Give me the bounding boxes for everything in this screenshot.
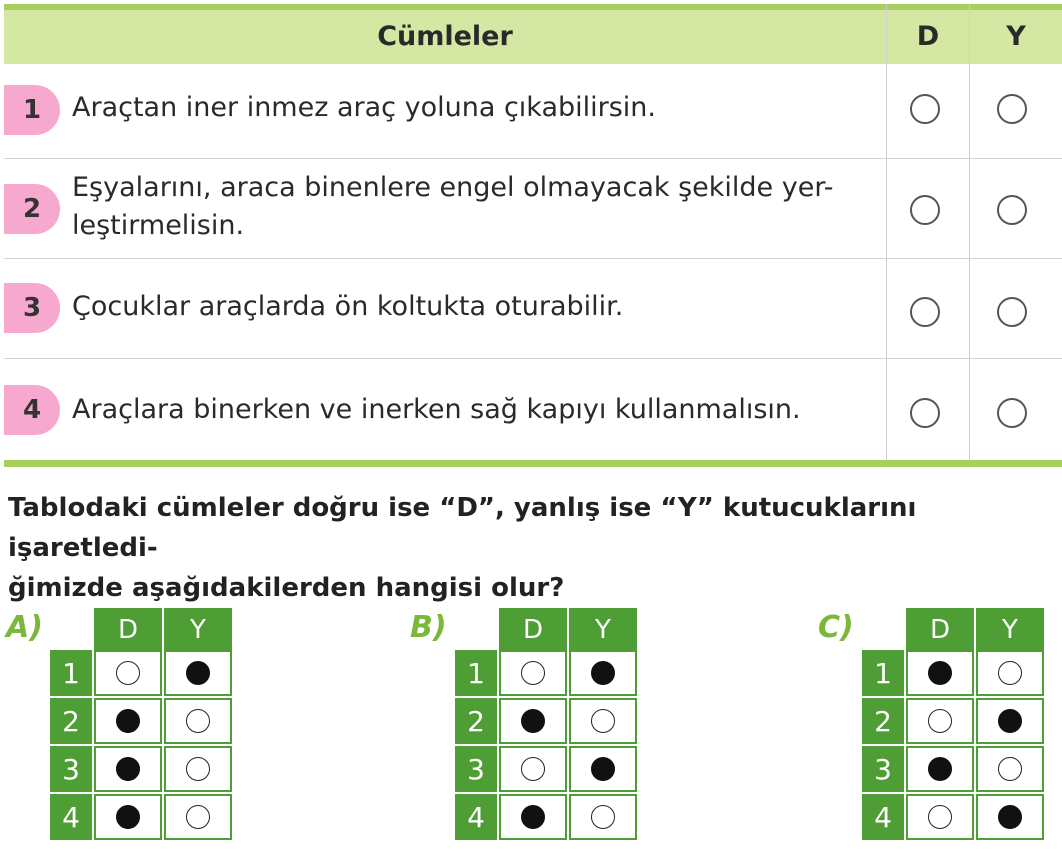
option-row-number: 1 [862,650,904,696]
question-line: ğimizde aşağıdakilerden hangisi olur? [8,573,565,603]
d-radio[interactable] [910,94,940,124]
option-row-number: 2 [862,698,904,744]
option-cell-d [906,698,974,744]
row-number-badge: 3 [4,283,60,333]
option-row-number: 4 [50,794,92,840]
row-sentence [72,169,882,245]
filled-circle-icon [116,805,140,829]
header-sentences: Cümleler [377,21,513,52]
y-radio[interactable] [997,398,1027,428]
table-row [4,158,1062,258]
option-row-number: 2 [50,698,92,744]
table-row [4,60,1062,158]
option-row-number: 4 [862,794,904,840]
option-header-d: D [906,608,974,650]
option-cell-y [164,746,232,792]
row-sentence-line: Çocuklar araçlarda ön koltukta oturabilir. [72,291,624,322]
table-bottom-bar [4,460,1062,467]
filled-circle-icon [116,709,140,733]
empty-circle-icon [521,757,545,781]
option-row-number: 1 [455,650,497,696]
option-cell-y [569,698,637,744]
filled-circle-icon [998,709,1022,733]
row-sentence [72,391,882,429]
d-radio[interactable] [910,297,940,327]
statements-table [4,4,1062,469]
option-cell-d [499,698,567,744]
option-cell-d [906,746,974,792]
empty-circle-icon [116,661,140,685]
option-row-number: 1 [50,650,92,696]
row-sentence-line: leştirmelisin. [72,210,245,241]
option-cell-d [94,698,162,744]
option-cell-d [94,650,162,696]
empty-circle-icon [998,661,1022,685]
option-cell-d [94,746,162,792]
option-cell-y [976,698,1044,744]
option-cell-d [94,794,162,840]
filled-circle-icon [591,661,615,685]
y-radio[interactable] [997,297,1027,327]
question-line: Tablodaki cümleler doğru ise “D”, yanlış ise “Y” kutucuklarını işaretledi- [8,493,917,563]
empty-circle-icon [928,709,952,733]
question-text [8,488,1053,608]
filled-circle-icon [591,757,615,781]
option-cell-d [499,794,567,840]
empty-circle-icon [928,805,952,829]
filled-circle-icon [998,805,1022,829]
option-header-d: D [94,608,162,650]
option-cell-y [164,794,232,840]
option-row-number: 4 [455,794,497,840]
row-number-badge: 2 [4,184,60,234]
option-header-y: Y [164,608,232,650]
option-cell-y [164,650,232,696]
d-radio[interactable] [910,195,940,225]
empty-circle-icon [591,709,615,733]
option-cell-y [569,746,637,792]
option-header-y: Y [976,608,1044,650]
row-sentence-line: Eşyalarını, araca binenlere engel olmayacak şekilde yer- [72,172,834,203]
option-cell-y [569,650,637,696]
option-header-d: D [499,608,567,650]
row-sentence [72,89,882,127]
option-cell-y [569,794,637,840]
option-cell-d [906,650,974,696]
table-row [4,358,1062,460]
header-y: Y [1006,21,1026,52]
y-radio[interactable] [997,94,1027,124]
option-label[interactable]: B) [410,610,447,645]
empty-circle-icon [186,709,210,733]
empty-circle-icon [186,805,210,829]
filled-circle-icon [116,757,140,781]
empty-circle-icon [591,805,615,829]
row-number-badge: 1 [4,85,60,135]
y-radio[interactable] [997,195,1027,225]
option-label[interactable]: C) [818,610,854,645]
filled-circle-icon [928,757,952,781]
table-row [4,258,1062,358]
option-cell-d [906,794,974,840]
option-row-number: 3 [455,746,497,792]
option-table[interactable] [50,608,236,846]
option-cell-y [164,698,232,744]
option-cell-d [499,746,567,792]
option-table[interactable] [862,608,1048,846]
filled-circle-icon [521,805,545,829]
option-cell-y [976,650,1044,696]
option-label[interactable]: A) [6,610,43,645]
filled-circle-icon [186,661,210,685]
option-cell-y [976,794,1044,840]
filled-circle-icon [928,661,952,685]
header-d: D [916,21,940,52]
option-cell-y [976,746,1044,792]
empty-circle-icon [186,757,210,781]
option-row-number: 3 [50,746,92,792]
empty-circle-icon [521,661,545,685]
row-sentence [72,288,882,326]
option-row-number: 2 [455,698,497,744]
row-sentence-line: Araçlara binerken ve inerken sağ kapıyı kullanmalısın. [72,394,801,425]
filled-circle-icon [521,709,545,733]
row-number-badge: 4 [4,385,60,435]
option-table[interactable] [455,608,641,846]
table-header [4,4,1062,64]
option-row-number: 3 [862,746,904,792]
option-header-y: Y [569,608,637,650]
empty-circle-icon [998,757,1022,781]
row-sentence-line: Araçtan iner inmez araç yoluna çıkabilirsin. [72,92,657,123]
d-radio[interactable] [910,398,940,428]
option-cell-d [499,650,567,696]
